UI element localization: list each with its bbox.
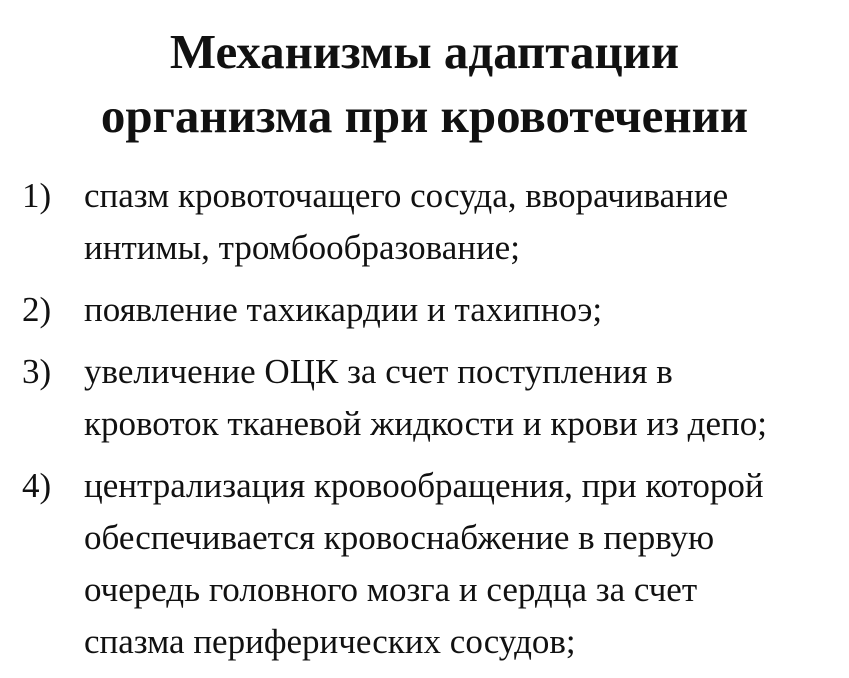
list-item-number: 1) xyxy=(22,176,52,215)
list-item xyxy=(22,460,837,668)
list-item-number: 4) xyxy=(22,466,52,505)
list-item-number: 2) xyxy=(22,290,52,329)
list-item-text xyxy=(84,460,837,668)
list-item xyxy=(22,346,837,450)
list-item-line: спазм кровоточащего сосуда, вворачивание xyxy=(84,176,729,215)
list-item-line: обеспечивается кровоснабжение в первую xyxy=(84,518,715,557)
list-item-line: появление тахикардии и тахипноэ; xyxy=(84,290,603,329)
list-item-line: очередь головного мозга и сердца за счет xyxy=(84,570,698,609)
list-item-text xyxy=(84,284,837,336)
list-item-line: интимы, тромбообразование; xyxy=(84,228,520,267)
slide-title xyxy=(0,20,849,148)
list-item-text xyxy=(84,170,837,274)
list-item-text xyxy=(84,346,837,450)
title-line: организма при кровотечении xyxy=(100,88,749,143)
list-item xyxy=(22,284,837,336)
adaptation-mechanisms-list xyxy=(22,170,837,678)
list-item-line: кровоток тканевой жидкости и крови из депо; xyxy=(84,404,767,443)
title-line: Механизмы адаптации xyxy=(169,24,680,79)
list-item-line: увеличение ОЦК за счет поступления в xyxy=(84,352,673,391)
list-item xyxy=(22,170,837,274)
list-item-line: спазма периферических сосудов; xyxy=(84,622,576,661)
list-item-line: централизация кровообращения, при которой xyxy=(84,466,764,505)
list-item-number: 3) xyxy=(22,352,52,391)
